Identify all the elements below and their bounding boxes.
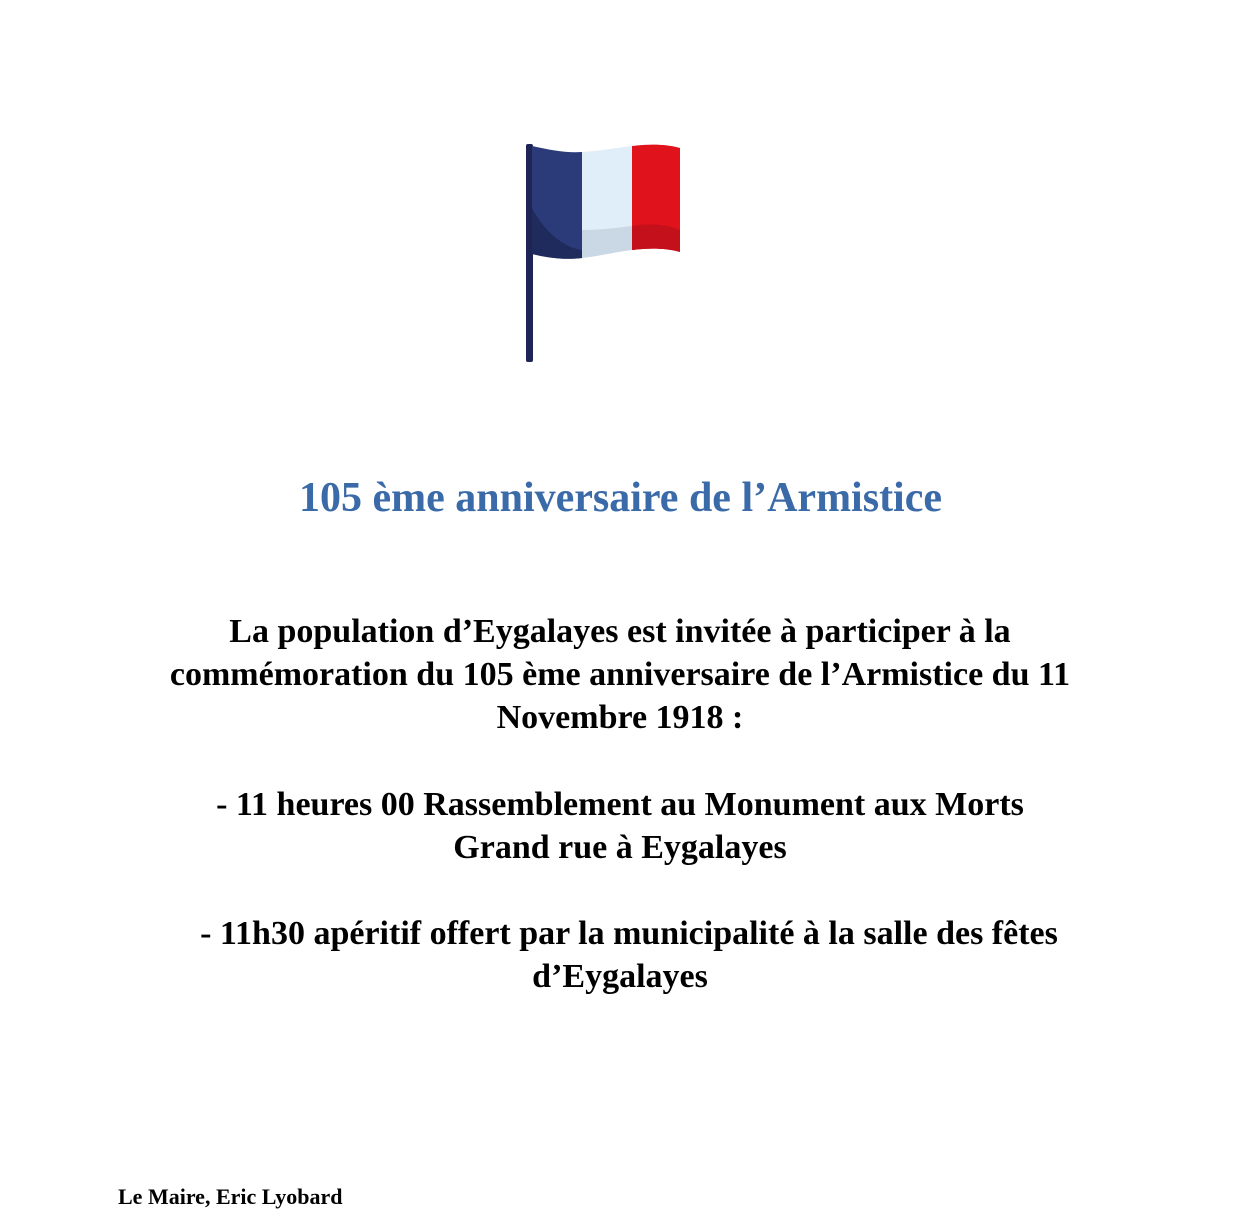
flag-white-shade: [582, 226, 632, 258]
french-flag-icon: [520, 138, 690, 368]
flag-pole: [526, 144, 533, 362]
event-aperitif-line-2: d’Eygalayes: [532, 958, 708, 995]
signature: Le Maire, Eric Lyobard: [118, 1184, 343, 1209]
event-aperitif-line-1: - 11h30 apéritif offert par la municipalité à la salle des fêtes: [200, 915, 1058, 952]
event-gathering-line-2: Grand rue à Eygalayes: [453, 829, 787, 866]
page-title: 105 ème anniversaire de l’Armistice: [298, 475, 943, 521]
invitation-line-2: commémoration du 105 ème anniversaire de l’Armistice du 11: [169, 656, 1071, 693]
event-gathering: [100, 783, 1140, 869]
event-gathering-line-1: - 11 heures 00 Rassemblement au Monument aux Morts: [216, 786, 1024, 823]
invitation-line-3: Novembre 1918 :: [496, 699, 744, 736]
invitation-line-1: La population d’Eygalayes est invitée à participer à la: [229, 613, 1011, 650]
invitation-text: [100, 610, 1140, 739]
flag-red-shade: [632, 224, 680, 252]
event-aperitif: [100, 912, 1140, 998]
